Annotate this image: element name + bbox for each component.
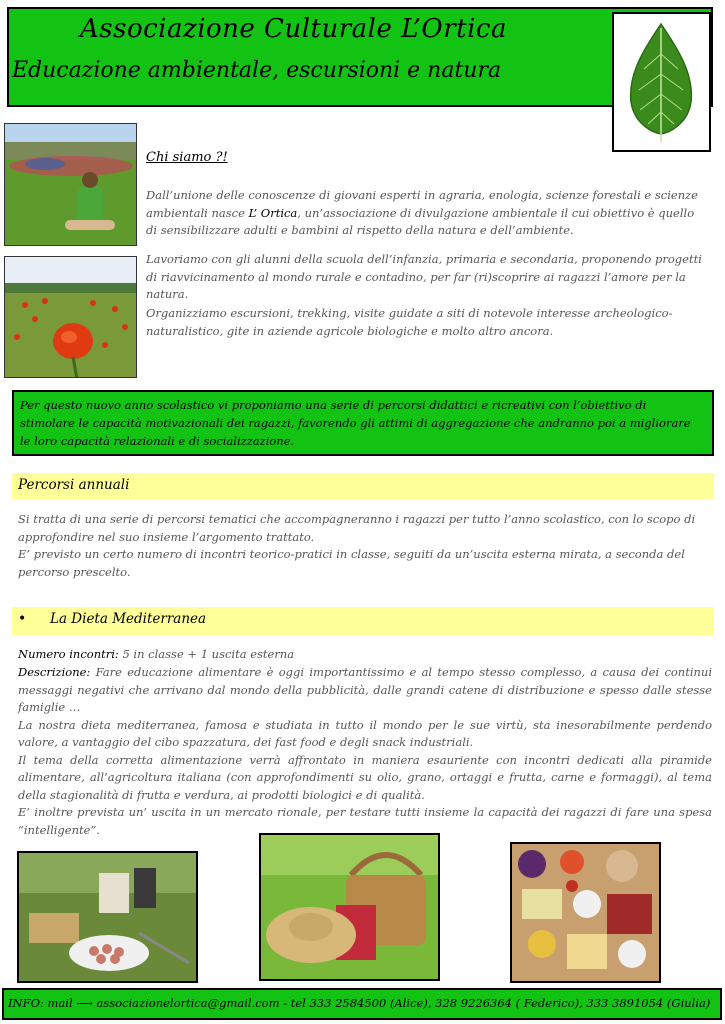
highlight-text: Per questo nuovo anno scolastico vi proponiamo una serie di percorsi didattici e ricreativi con l’obiettivo di stimolare le capacità motivazionali dei ragazzi, favorendo gli attimi di aggregazione che andranno poi a migliorare le loro capacità relazionali e di socializzazione. xyxy=(20,398,691,448)
bullet-icon: • xyxy=(18,611,27,627)
photo-garden-tools xyxy=(17,851,198,983)
arrow-icon: ⟶ xyxy=(76,996,93,1010)
dieta-descr-p1 xyxy=(18,664,712,717)
leaf-logo xyxy=(612,12,711,152)
page-title: Associazione Culturale L’Ortica xyxy=(80,14,507,44)
chi-siamo-paragraph-3: Organizziamo escursioni, trekking, visite guidate a siti di notevole interesse archeologico-naturalistico, gite in aziende agricole biologiche e molto altro ancora. xyxy=(146,306,673,338)
chi-siamo-p1-text-end: , un’associazione di divulgazione ambientale il cui obiettivo è quello di sensibilizzare adulti e bambini al rispetto della natura e dell’ambiente. xyxy=(146,205,695,237)
incontri-label: Numero incontri: xyxy=(18,647,119,661)
dieta-descr-p3: Il tema della corretta alimentazione verrà affrontato in maniera esauriente con incontri dedicati alla piramide alimentare, all’agricoltura italiana (con approfondimenti su olio, grano, ortaggi e frutta, carne e formaggi), al tema della stagionalità di frutta e verdura, ai prodotti biologici e di qualità. xyxy=(18,752,712,802)
percorsi-paragraph-2: E’ previsto un certo numero di incontri teorico-pratici in classe, seguiti da un’uscita esterna mirata, a seconda del percorso prescelto. xyxy=(18,547,685,579)
section-heading-percorsi: Percorsi annuali xyxy=(18,477,130,493)
section-heading-chi-siamo: Chi siamo ?! xyxy=(146,150,228,165)
incontri-line xyxy=(18,646,712,664)
photo-poppy-field xyxy=(4,256,137,378)
contact-info xyxy=(8,996,710,1010)
chi-siamo-paragraph-1 xyxy=(146,187,706,240)
contact-details: associazionelortica@gmail.com - tel 333 2584500 (Alice), 328 9226364 ( Federico), 333 3891054 (Giulia) xyxy=(92,996,711,1010)
nettle-leaf-icon xyxy=(614,14,709,150)
descr-p1-text: Fare educazione alimentare è oggi importantissimo e al tempo stesso complesso, a causa dei continui messaggi negativi che arrivano dal mondo della pubblicità, dalle grandi catene di distribuzione e spesso dalle stesse famiglie … xyxy=(18,665,712,714)
photo-food-spread xyxy=(510,842,661,983)
descr-label: Descrizione: xyxy=(18,665,91,679)
dieta-descr-p2: La nostra dieta mediterranea, famosa e studiata in tutto il mondo per le sue virtù, sta inesorabilmente perdendo valore, a vantaggio del cibo spazzatura, dei fast food e degli snack industriali. xyxy=(18,717,712,749)
section-heading-dieta: La Dieta Mediterranea xyxy=(50,611,207,627)
percorsi-paragraph-1: Si tratta di una serie di percorsi tematici che accompagneranno i ragazzi per tutto l’anno scolastico, con lo scopo di approfondire nel suo insieme l’argomento trattato. xyxy=(18,512,696,544)
photo-group-meadow xyxy=(4,123,137,246)
chi-siamo-paragraph-2: Lavoriamo con gli alunni della scuola dell’infanzia, primaria e secondaria, proponendo progetti di riavvicinamento al mondo rurale e contadino, per far (ri)scoprire ai ragazzi l’amore per la natura. xyxy=(146,252,702,301)
dieta-descr-p4: E’ inoltre prevista un’ uscita in un mercato rionale, per testare tutti insieme la capacità dei ragazzi di fare una spesa “intelligente”. xyxy=(18,805,712,837)
dieta-description xyxy=(18,664,712,839)
chi-siamo-p1-text: Dall’unione delle conoscenze di giovani esperti in agraria, enologia, scienze forestali e scienze ambientali nasce xyxy=(146,188,698,220)
photo-picnic-basket xyxy=(259,833,440,981)
info-label: INFO: mail xyxy=(8,996,77,1010)
page-subtitle: Educazione ambientale, escursioni e natura xyxy=(12,58,502,83)
incontri-value: 5 in classe + 1 uscita esterna xyxy=(118,647,295,661)
brand-name: L’ Ortica xyxy=(248,205,298,220)
